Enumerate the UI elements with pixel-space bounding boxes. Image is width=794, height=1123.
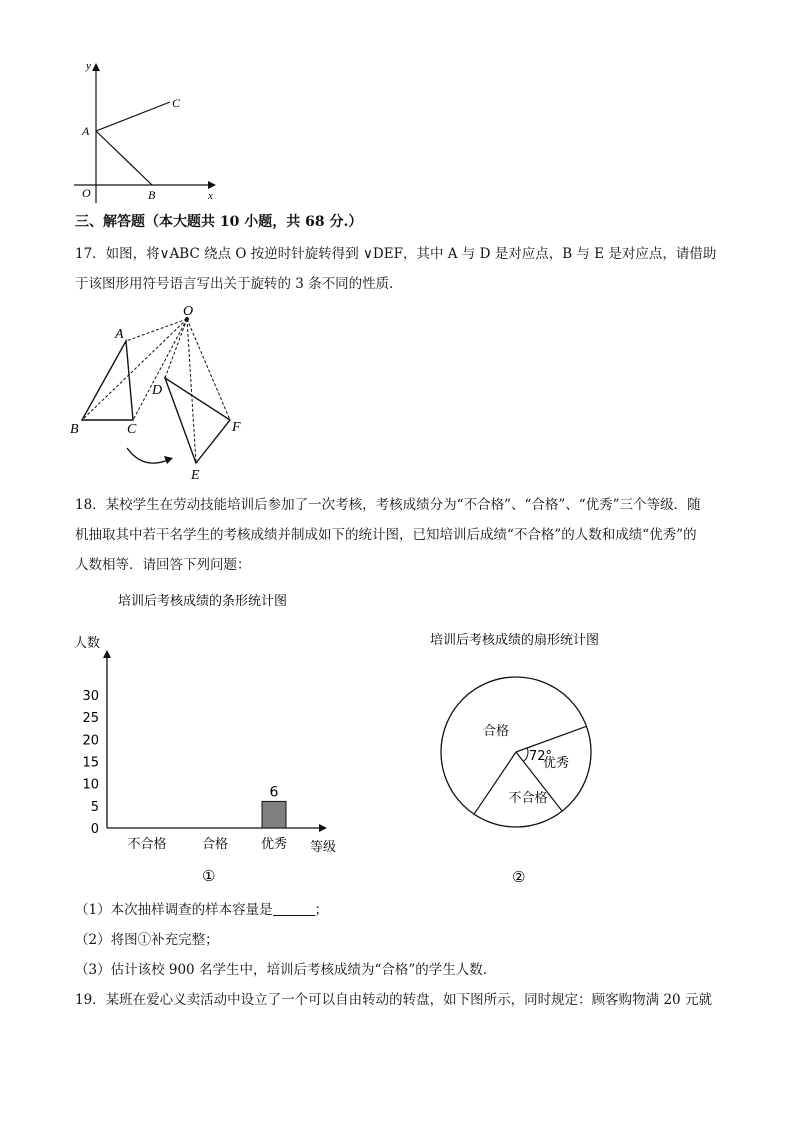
pie-slice-label: 合格 bbox=[482, 724, 510, 739]
bar-y-tick-label: 10 bbox=[82, 777, 99, 793]
label-o: O bbox=[183, 304, 194, 319]
bar-x-tick-label: 合格 bbox=[201, 837, 229, 852]
bar-x-tick-label: 不合格 bbox=[127, 837, 167, 852]
section-heading: 三、解答题（本大题共 10 小题，共 68 分.） bbox=[75, 214, 363, 230]
label-a: A bbox=[115, 327, 124, 342]
q18-text-line2: 机抽取其中若干名学生的考核成绩并制成如下的统计图，已知培训后成绩“不合格”的人数和成绩“优秀”的 bbox=[75, 527, 697, 543]
pie-angle-arc bbox=[523, 748, 528, 762]
rotation-arrow bbox=[127, 448, 168, 463]
y-axis-label: y bbox=[86, 60, 91, 72]
bar-chart-title: 培训后考核成绩的条形统计图 bbox=[118, 594, 288, 609]
point-b-label: B bbox=[148, 188, 156, 202]
answer-blank[interactable] bbox=[273, 901, 315, 916]
bar-x-axis-arrow bbox=[319, 824, 327, 832]
label-c: C bbox=[127, 422, 137, 437]
bar-y-tick-label: 15 bbox=[82, 755, 99, 771]
bar-y-tick-label: 25 bbox=[82, 711, 99, 727]
label-e: E bbox=[191, 468, 200, 483]
q18-sub1-end: ； bbox=[314, 902, 329, 918]
bar-chart-xlabel: 等级 bbox=[310, 840, 337, 855]
y-axis-arrow bbox=[92, 63, 100, 71]
pie-slice-label: 不合格 bbox=[508, 791, 548, 806]
pie-chart bbox=[420, 622, 640, 892]
bar-chart bbox=[60, 585, 360, 895]
segment-ab bbox=[96, 131, 152, 185]
q18-text-line3: 人数相等．请回答下列问题： bbox=[75, 557, 251, 573]
bar-y-tick-label: 20 bbox=[82, 733, 99, 749]
q18-sub1 bbox=[75, 899, 328, 921]
bar-y-tick-label: 30 bbox=[82, 689, 99, 704]
bar-y-tick-label: 5 bbox=[90, 799, 99, 815]
point-c-label: C bbox=[172, 96, 181, 110]
q19-text-line1: 19．某班在爱心义卖活动中设立了一个可以自由转动的转盘，如下图所示，同时规定：顾客购物满 20 元就 bbox=[75, 992, 712, 1008]
pie-chart-title: 培训后考核成绩的扇形统计图 bbox=[430, 633, 600, 648]
bar-chart-ylabel: 人数 bbox=[74, 636, 101, 651]
q17-text-line1: 17．如图，将∨ABC 绕点 O 按逆时针旋转得到 ∨DEF，其中 A 与 D 是对应点，B 与 E 是对应点，请借助 bbox=[75, 246, 717, 262]
triangle-abc bbox=[82, 341, 133, 420]
pie-chart-caption: ② bbox=[512, 868, 526, 886]
triangle-def bbox=[165, 378, 230, 463]
q17-text-line2: 于该图形用符号语言写出关于旋转的 3 条不同的性质． bbox=[75, 276, 403, 292]
pie-slice-label: 优秀 bbox=[542, 756, 570, 771]
bar-y-tick-label: 0 bbox=[90, 822, 99, 837]
bar bbox=[262, 801, 286, 828]
bar-data-label: 6 bbox=[269, 784, 279, 801]
rotation-arrowhead bbox=[164, 456, 173, 464]
label-d: D bbox=[152, 383, 163, 398]
q18-sub2: （2）将图①补充完整； bbox=[75, 932, 219, 948]
pie-angle-label: 72° bbox=[529, 749, 553, 764]
label-b: B bbox=[70, 422, 79, 437]
q18-sub3: （3）估计该校 900 名学生中，培训后考核成绩为“合格”的学生人数． bbox=[75, 962, 497, 978]
bar-chart-caption: ① bbox=[202, 867, 216, 885]
q18-sub1-text: （1）本次抽样调查的样本容量是 bbox=[75, 902, 273, 918]
coordinate-figure bbox=[70, 55, 230, 205]
q18-text-line1: 18．某校学生在劳动技能培训后参加了一次考核，考核成绩分为“不合格”、“合格”、“优秀”三个等级．随 bbox=[75, 497, 701, 513]
point-a-label: A bbox=[82, 124, 90, 138]
rotation-figure bbox=[65, 300, 265, 490]
point-o-label: O bbox=[82, 186, 91, 200]
x-axis-arrow bbox=[208, 181, 216, 189]
segment-ac bbox=[96, 102, 170, 131]
x-axis-label: x bbox=[208, 190, 213, 202]
label-f: F bbox=[232, 420, 241, 435]
bar-x-tick-label: 优秀 bbox=[260, 837, 288, 852]
bar-y-axis-arrow bbox=[103, 650, 111, 658]
